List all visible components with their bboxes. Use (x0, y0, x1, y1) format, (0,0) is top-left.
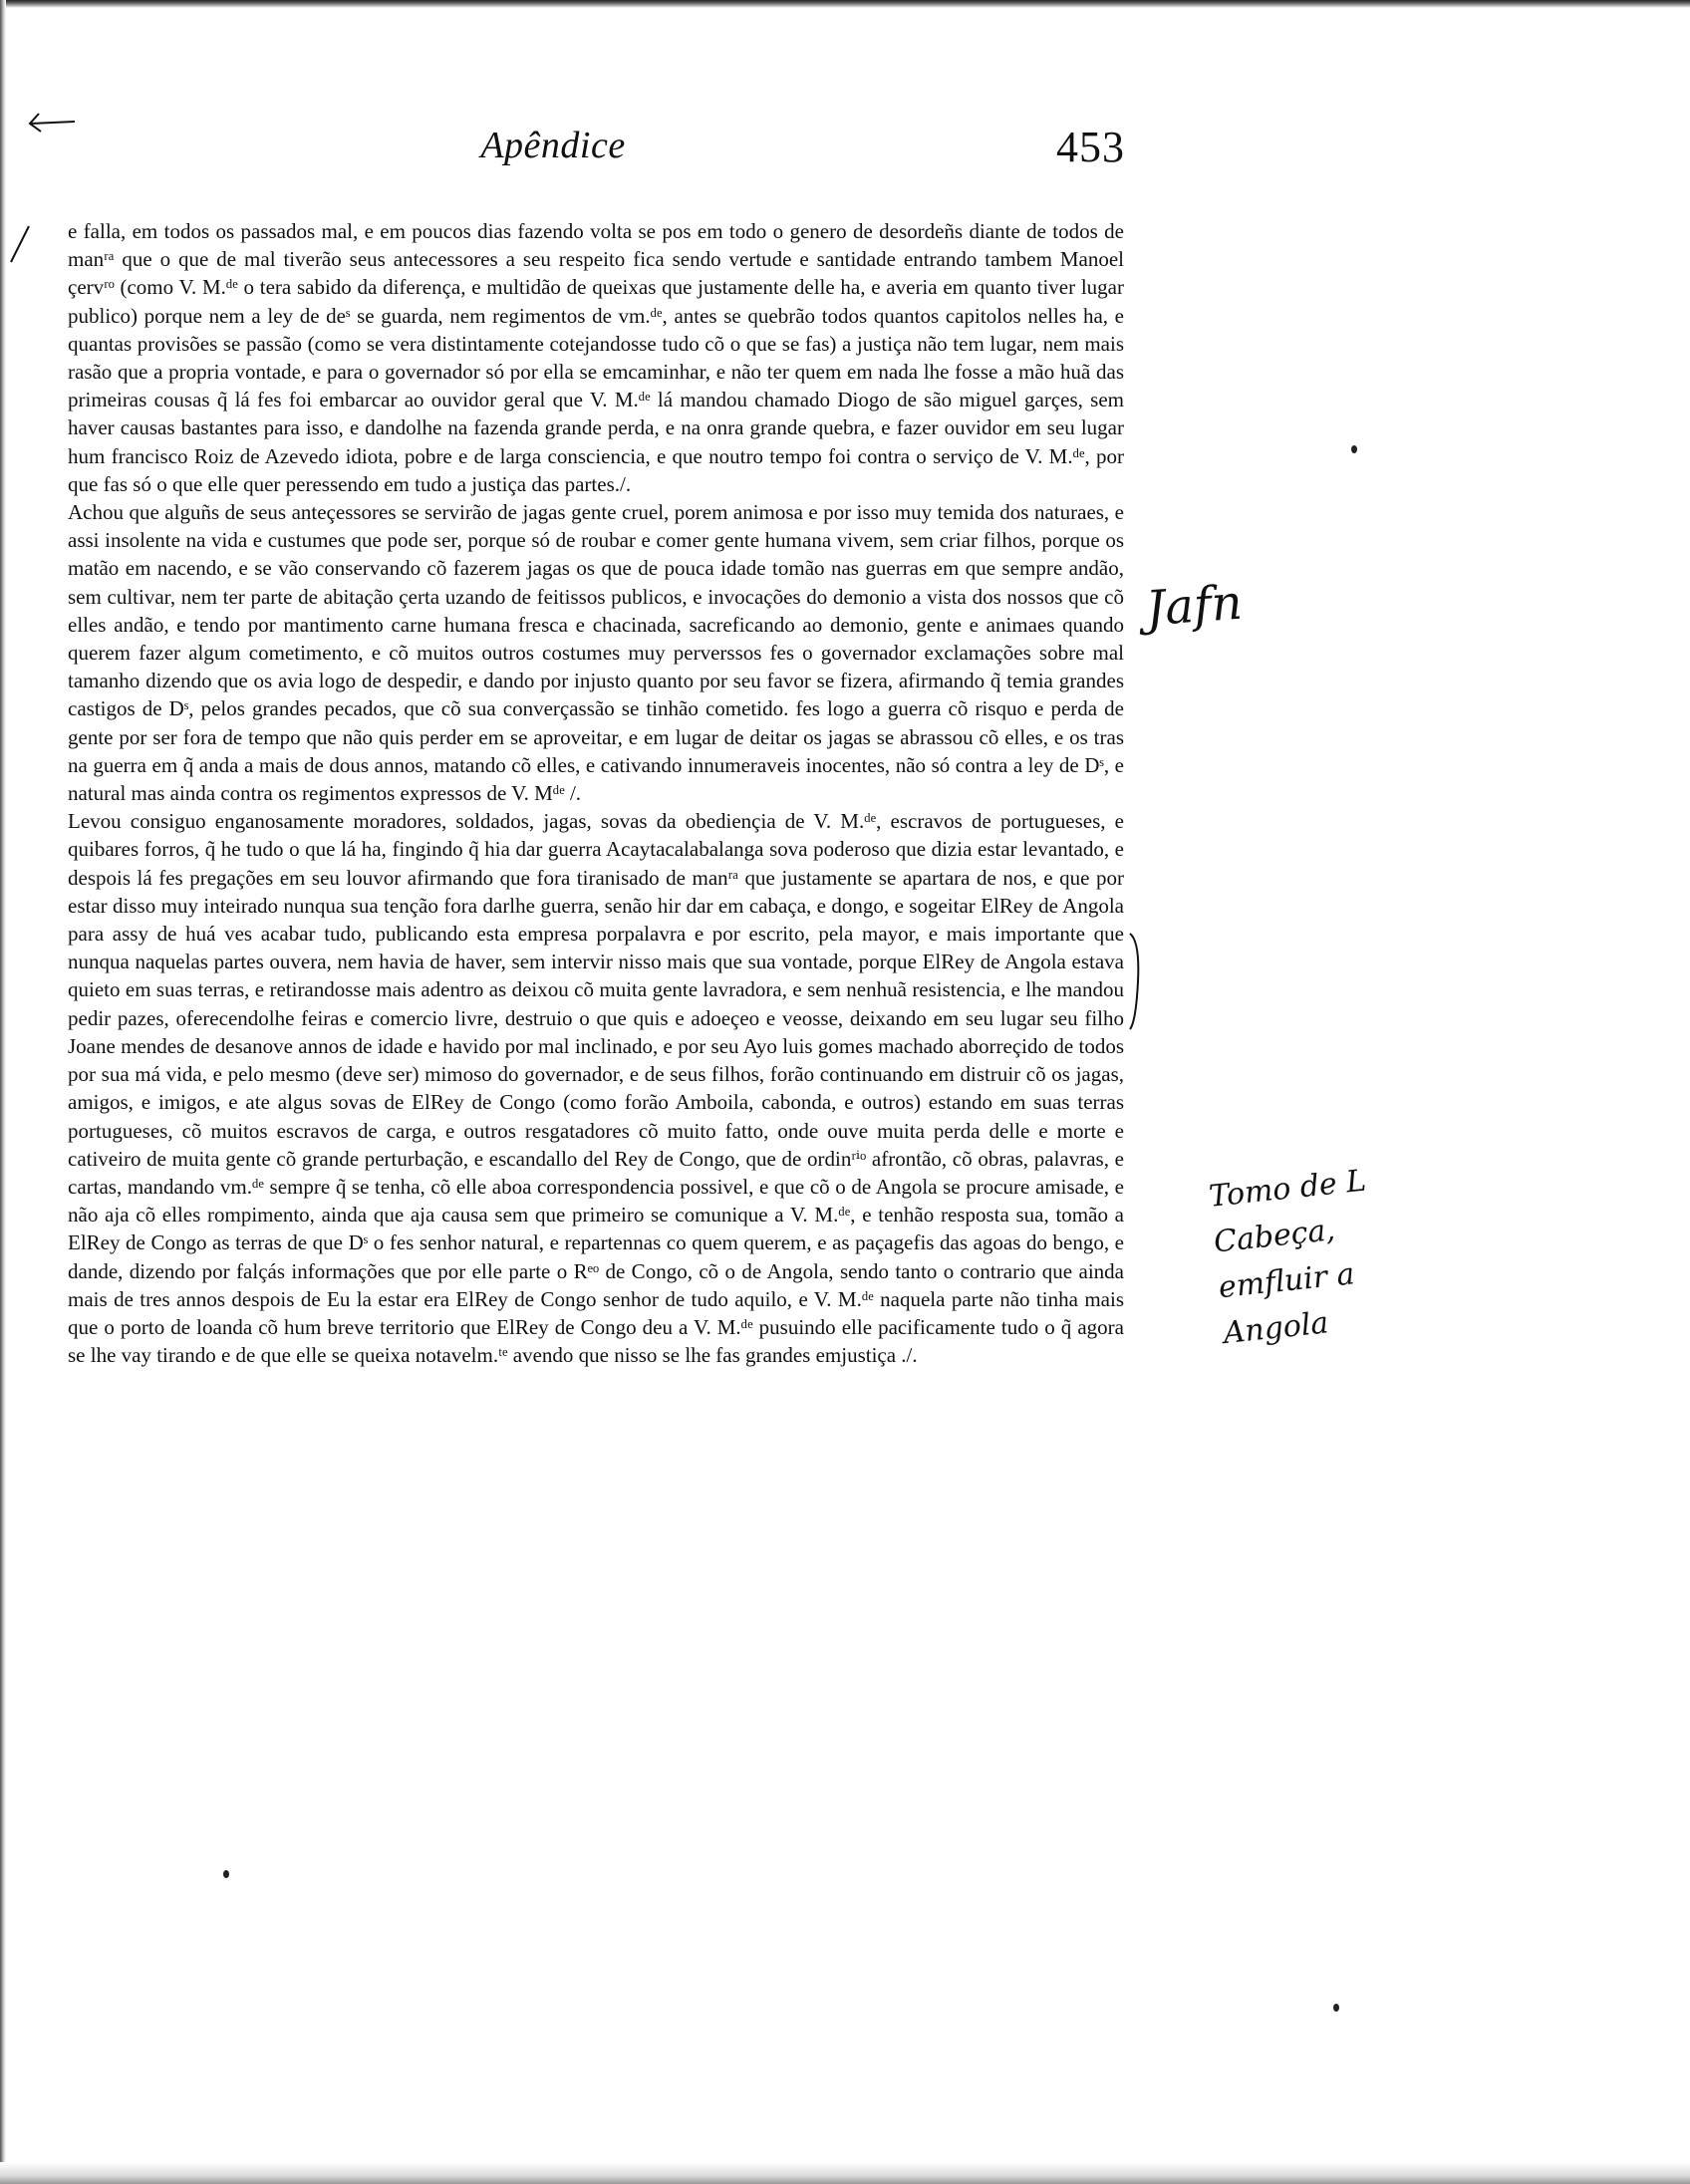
ink-dot (1351, 445, 1357, 453)
margin-note-2-line: Tomo de L Cabeça, (1207, 1163, 1368, 1260)
pencil-tick-icon (5, 224, 35, 264)
scan-edge-left (0, 0, 6, 2184)
page-number: 453 (1056, 123, 1125, 171)
margin-bracket-icon (1126, 932, 1146, 1031)
body-text (68, 217, 1124, 1369)
running-title: Apêndice (480, 125, 626, 166)
ink-dot (1333, 2004, 1339, 2012)
margin-note-1: Jafn (1144, 574, 1245, 638)
margin-note-2-line: emfluir a (1217, 1256, 1357, 1306)
scan-edge-bottom (0, 2162, 1690, 2184)
paragraph-3: Levou consiguo enganosamente moradores, soldados, jagas, sovas da obediençia de V. M.ᵈᵉ, escravos de portugueses, e quibares forros, q̃ he tudo o que lá ha, fingindo q̃ hia dar guerra Acaytacalabalanga sova poderoso que dizia estar levantado, e despois lá fes pregações em seu louvor afirmando que fora tiranisado de manʳᵃ que justamente se apartara de nos, e que por estar disso muy inteirado nunqua sua tenção fora darlhe guerra, senão hir dar em cabaça, e dongo, e sogeitar ElRey de Angola para assy de huá ves acabar tudo, publicando esta empresa porpalavra e por escrito, pela mayor, e mais importante que nunqua naquelas partes ouvera, nem havia de haver, sem intervir nisso mais que sua vontade, porque ElRey de Angola estava quieto em suas terras, e retirandosse mais adentro as deixou cõ muita gente lavradora, e sem nenhuã resistencia, e lhe mandou pedir pazes, oferecendolhe feiras e comercio livre, destruio o que quis e adoeçeo e veosse, deixando em seu lugar seu filho Joane mendes de desanove annos de idade e havido por mal inclinado, e por seu Ayo luis gomes machado aborreçido de todos por sua má vida, e pelo mesmo (deve ser) mimoso do governador, e de seus filhos, forão continuando em distruir cõ os jagas, amigos, e imigos, e ate algus sovas de ElRey de Congo (como forão Amboila, cabonda, e outros) estando em suas terras portugueses, cõ muitos escravos de carga, e outros resgatadores cõ muito fatto, onde ouve muita perda delle e morte e cativeiro de muita gente cõ grande perturbação, e escandallo del Rey de Congo, que de ordinʳⁱᵒ afrontão, cõ obras, palavras, e cartas, mandando vm.ᵈᵉ sempre q̃ se tenha, cõ elle aboa correspondencia possivel, e que cõ o de Angola se procure amisade, e não aja cõ elles rompimento, ainda que aja causa sem que primeiro se comunique a V. M.ᵈᵉ, e tenhão resposta sua, tomão a ElRey de Congo as terras de que Dˢ o fes senhor natural, e repartennas co quem querem, e as paçagefis das agoas do bengo, e dande, dizendo por falçás informações que por elle parte o Rᵉᵒ de Congo, cõ o de Angola, sendo tanto o contrario que ainda mais de tres annos despois de Eu la estar era ElRey de Congo senhor de tudo aquilo, e V. M.ᵈᵉ naquela parte não tinha mais que o porto de loanda cõ hum breve territorio que ElRey de Congo deu a V. M.ᵈᵉ pusuindo elle pacificamente tudo o q̃ agora se lhe vay tirando e de que elle se queixa notavelm.ᵗᵉ avendo que nisso se lhe fas grandes emjustiça ./. (68, 809, 1124, 1368)
margin-note-2 (1207, 1148, 1484, 1357)
ink-dot (223, 1870, 229, 1878)
scan-edge-top (0, 0, 1690, 8)
paragraph-2: Achou que alguñs de seus anteçessores se servirão de jagas gente cruel, porem animosa e por isso muy temida dos naturaes, e assi insolente na vida e custumes que pode ser, porque só de roubar e comer gente humana vivem, sem criar filhos, porque os matão em nacendo, e se vão conservando cõ fazerem jagas os que de pouca idade tomão nas guerras em que sempre andão, sem cultivar, nem ter parte de abitação çerta uzando de feitissos publicos, e invocações do demonio a vista dos nossos que cõ elles andão, e tendo por mantimento carne humana fresca e chacinada, sacreficando ao demonio, gente e animaes quando querem fazer algum cometimento, e cõ muitos outros costumes muy perverssos fes o governador exclamações sobre mal tamanho dizendo que os avia logo de despedir, e dando por injusto quanto por seu favor se fizera, afirmando q̃ temia grandes castigos de Dˢ, pelos grandes pecados, que cõ sua converçassão se tinhão cometido. fes logo a guerra cõ risquo e perda de gente por ser fora de tempo que não quis perder em se aproveitar, e em lugar de deitar os jagas se abrassou cõ elles, e os tras na guerra em q̃ anda a mais de dous annos, matando cõ elles, e cativando innumeraveis inocentes, não só contra a ley de Dˢ, e natural mas ainda contra os regimentos expressos de V. Mᵈᵉ /. (68, 500, 1124, 806)
margin-note-2-line: Angola (1222, 1305, 1330, 1352)
paragraph-1: e falla, em todos os passados mal, e em poucos dias fazendo volta se pos em todo o genero de desordeñs diante de todos de manʳᵃ que o que de mal tiverão seus antecessores a seu respeito fica sendo vertude e santidade entrando tambem Manoel çervʳᵒ (como V. M.ᵈᵉ o tera sabido da diferença, e multidão de queixas que justamente delle ha, e averia em quanto tiver lugar publico) porque nem a ley de deˢ se guarda, nem regimentos de vm.ᵈᵉ, antes se quebrão todos quantos capitolos nelles ha, e quantas provisões se passão (como se vera distintamente cotejandosse tudo cõ o que se fas) a justiça não tem lugar, nem mais rasão que a propria vontade, e para o governador só por ella se emcaminhar, e não ter quem em nada lhe fosse a mão huã das primeiras cousas q̃ lá fes foi embarcar ao ouvidor geral que V. M.ᵈᵉ lá mandou chamado Diogo de são miguel garçes, sem haver causas bastantes para isso, e dandolhe na fazenda grande perda, e na onra grande quebra, e fazer ouvidor em seu lugar hum francisco Roiz de Azevedo idiota, pobre e de larga consciencia, e que noutro tempo foi contra o serviço de V. M.ᵈᵉ, por que fas só o que elle quer peressendo em tudo a justiça das partes./. (68, 219, 1124, 496)
